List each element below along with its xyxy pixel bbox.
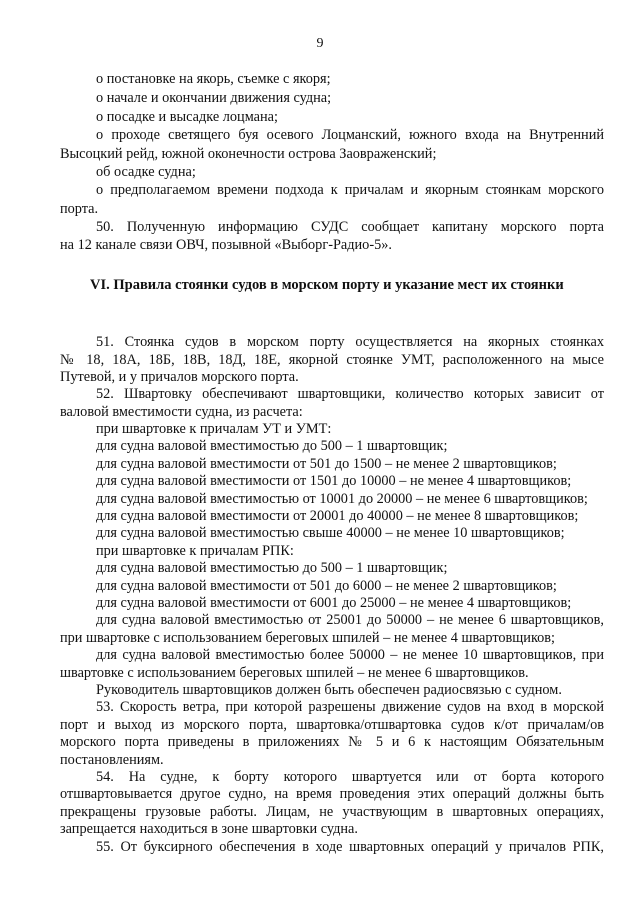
- text-line: швартовке с использованием береговых шпилей – не менее 6 швартовщиков.: [60, 665, 529, 681]
- text-line: для судна валовой вместимостью более 50000 – не менее 10 швартовщиков, при: [96, 647, 604, 663]
- text-line: для судна валовой вместимостью до 500 – 1 швартовщик;: [96, 560, 448, 576]
- text-line: о посадке и высадке лоцмана;: [96, 109, 278, 125]
- text-line: об осадке судна;: [96, 164, 196, 180]
- text-line: для судна валовой вместимости от 6001 до 25000 – не менее 4 швартовщиков;: [96, 595, 572, 611]
- text-line: 53. Скорость ветра, при которой разрешены движение судов на вход в морской: [96, 699, 604, 715]
- text-line: для судна валовой вместимости от 1501 до 10000 – не менее 4 швартовщиков;: [96, 473, 572, 489]
- text-line: порт и выход из морского порта, швартовка/отшвартовка судов к/от причалам/ов: [60, 717, 604, 733]
- text-line: Высоцкий рейд, южной оконечности острова Заовраженский;: [60, 146, 437, 162]
- section-heading: VI. Правила стоянки судов в морском порту и указание мест их стоянки: [90, 277, 564, 293]
- text-line: прекращены грузовые работы. Лицам, не участвующим в швартовных операциях,: [60, 804, 604, 820]
- page-number: 9: [316, 36, 324, 51]
- text-line: порта.: [60, 201, 99, 217]
- text-line: Путевой, и у причалов морского порта.: [60, 369, 299, 385]
- text-line: при швартовке с использованием береговых шпилей – не менее 4 швартовщиков;: [60, 630, 556, 646]
- text-line: 54. На судне, к борту которого швартуется или от борта которого: [96, 769, 604, 785]
- text-line: о начале и окончании движения судна;: [96, 90, 332, 106]
- text-line: запрещается находиться в зоне швартовки судна.: [60, 821, 358, 837]
- text-line: для судна валовой вместимостью от 10001 до 20000 – не менее 6 швартовщиков;: [96, 491, 588, 507]
- text-line: 50. Полученную информацию СУДС сообщает капитану морского порта: [96, 219, 604, 235]
- text-line: для судна валовой вместимости от 20001 до 40000 – не менее 8 швартовщиков;: [96, 508, 579, 524]
- text-line: для судна валовой вместимости от 501 до 1500 – не менее 2 швартовщиков;: [96, 456, 557, 472]
- text-line: валовой вместимости судна, из расчета:: [60, 404, 303, 420]
- text-line: № 18, 18А, 18Б, 18В, 18Д, 18Е, якорной стоянке УМТ, расположенного на мысе: [60, 352, 604, 368]
- text-line: 52. Швартовку обеспечивают швартовщики, количество которых зависит от: [96, 386, 604, 402]
- text-line: морского порта приведены в приложениях № 5 и 6 к настоящим Обязательным: [60, 734, 604, 750]
- text-line: для судна валовой вместимостью от 25001 до 50000 – не менее 6 швартовщиков,: [96, 612, 604, 628]
- text-line: отшвартовывается другое судно, на время проведения этих операций должны быть: [60, 786, 604, 802]
- text-line: 51. Стоянка судов в морском порту осуществляется на якорных стоянках: [96, 334, 604, 350]
- text-line: постановлениям.: [60, 752, 164, 768]
- text-line: о предполагаемом времени подхода к причалам и якорным стоянкам морского: [96, 182, 604, 198]
- text-line: о проходе светящего буя осевого Лоцманский, южного входа на Внутренний: [96, 127, 604, 143]
- text-line: для судна валовой вместимости от 501 до 6000 – не менее 2 швартовщиков;: [96, 578, 557, 594]
- text-line: Руководитель швартовщиков должен быть обеспечен радиосвязью с судном.: [96, 682, 562, 698]
- text-line: на 12 канале связи ОВЧ, позывной «Выборг-Радио-5».: [60, 237, 392, 253]
- text-line: 55. От буксирного обеспечения в ходе швартовных операций у причалов РПК,: [96, 839, 604, 855]
- text-line: для судна валовой вместимостью свыше 40000 – не менее 10 швартовщиков;: [96, 525, 565, 541]
- text-line: при швартовке к причалам УТ и УМТ:: [96, 421, 332, 437]
- text-line: для судна валовой вместимостью до 500 – 1 швартовщик;: [96, 438, 448, 454]
- text-line: о постановке на якорь, съемке с якоря;: [96, 71, 331, 87]
- text-line: при швартовке к причалам РПК:: [96, 543, 294, 559]
